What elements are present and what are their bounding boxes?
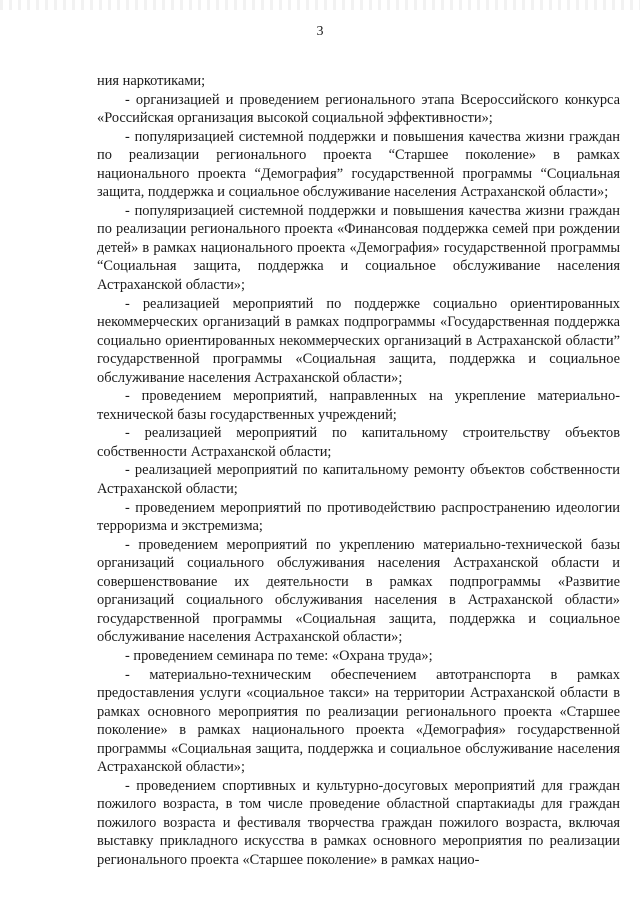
list-item: - реализацией мероприятий по капитальному ремонту объектов собственности Астраханской области; (97, 462, 620, 498)
list-item: - проведением мероприятий, направленных на укрепление материально-технической базы государственных учреждений; (97, 388, 620, 423)
list-item: - популяризацией системной поддержки и повышения качества жизни граждан по реализации регионального проекта “Старшее поколение» в рамках национального проекта “Демография” государственной программы “Социальная защита, поддержка и социальное обслуживание населения Астраханской области»; (97, 128, 620, 201)
document-body (97, 72, 620, 870)
scan-artifact-strip (0, 0, 640, 10)
list-item: - проведением мероприятий по противодействию распространению идеологии терроризма и экстремизма; (97, 499, 620, 535)
page-number: 3 (316, 24, 324, 39)
list-item: - организацией и проведением регионального этапа Всероссийского конкурса «Российская организация высокой социальной эффективности»; (97, 91, 620, 127)
paragraph: ния наркотиками; (97, 73, 206, 89)
list-item: - реализацией мероприятий по капитальному строительству объектов собственности Астраханской области; (97, 425, 620, 460)
list-item: - реализацией мероприятий по поддержке социально ориентированных некоммерческих организаций в рамках подпрограммы «Государственная поддержка социально ориентированных некоммерческих организаций в Астраханской области” государственной программы «Социальная защита, поддержка и социальное обслуживание населения Астраханской области»; (97, 295, 620, 386)
list-item: - материально-техническим обеспечением автотранспорта в рамках предоставления услуги «социальное такси» на территории Астраханской области в рамках основного мероприятия по реализации регионального проекта «Старшее поколение» в рамках национального проекта «Демография» государственной программы «Социальная защита, поддержка и социальное обслуживание населения Астраханской области»; (97, 666, 620, 776)
list-item: - проведением мероприятий по укреплению материально-технической базы организаций социального обслуживания населения Астраханской области и совершенствование их деятельности в рамках подпрограммы «Развитие организаций социального обслуживания населения в Астраханской области» государственной программы «Социальная защита, поддержка и социальное обслуживание населения Астраханской области»; (97, 536, 620, 646)
list-item: - популяризацией системной поддержки и повышения качества жизни граждан по реализации регионального проекта «Финансовая поддержка семей при рождении детей» в рамках национального проекта «Демография» государственной программы “Социальная защита, поддержка и социальное обслуживание населения Астраханской области»; (97, 202, 620, 294)
list-item: - проведением спортивных и культурно-досуговых мероприятий для граждан пожилого возраста, в том числе проведение областной спартакиады для граждан пожилого возраста и фестиваля творчества граждан пожилого возраста, включая выставку прикладного искусства в рамках основного мероприятия по реализации регионального проекта «Старшее поколение» в рамках нацио- (97, 777, 620, 868)
list-item: - проведением семинара по теме: «Охрана труда»; (125, 647, 433, 664)
